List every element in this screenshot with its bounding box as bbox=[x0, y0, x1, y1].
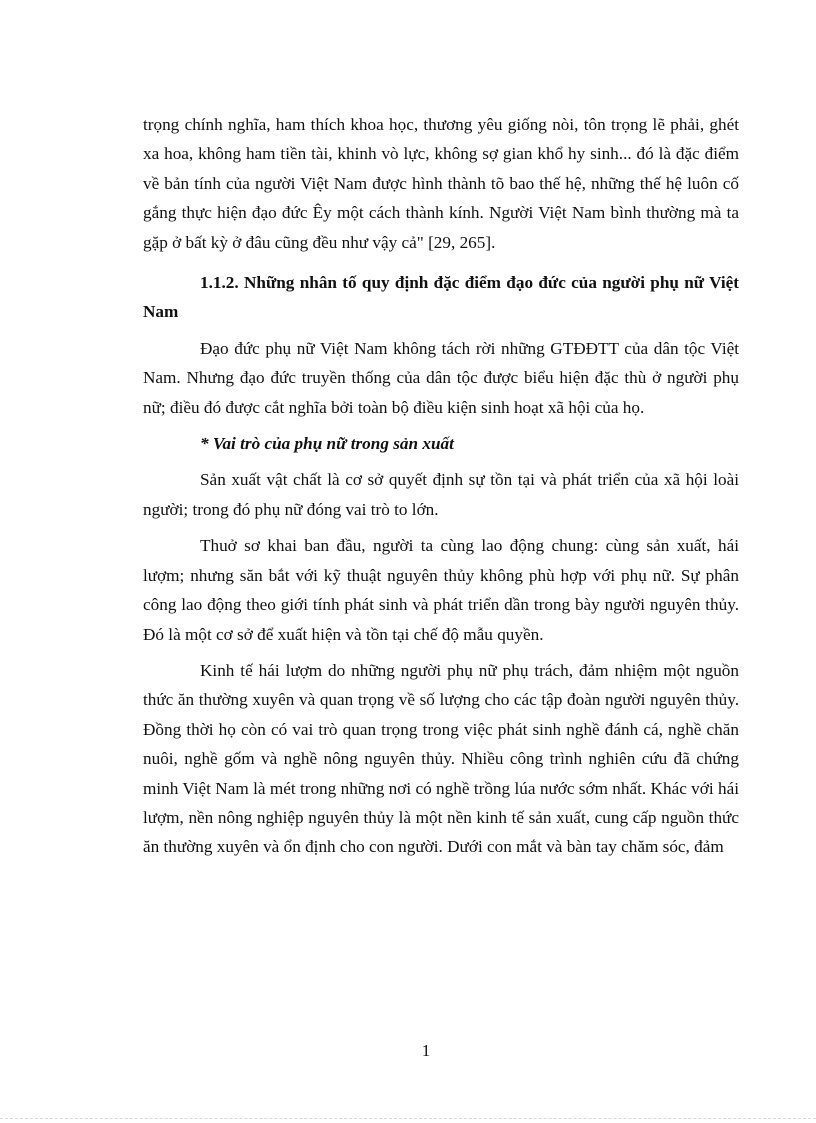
section-heading: 1.1.2. Những nhân tố quy định đặc điểm đạo đức của người phụ nữ Việt Nam bbox=[143, 273, 739, 322]
page-content bbox=[143, 110, 739, 862]
paragraph-material-production: Sản xuất vật chất là cơ sở quyết định sự tồn tại và phát triển của xã hội loài người; trong đó phụ nữ đóng vai trò to lớn. bbox=[143, 470, 739, 519]
subheading-role-in-production: * Vai trò của phụ nữ trong sản xuất bbox=[200, 434, 454, 454]
paragraph-intro: Đạo đức phụ nữ Việt Nam không tách rời những GTĐĐTT của dân tộc Việt Nam. Nhưng đạo đức truyền thống của dân tộc được biểu hiện đặc thù ở người phụ nữ; điều đó được cắt nghĩa bởi toàn bộ điều kiện sinh hoạt xã hội của họ. bbox=[143, 338, 739, 417]
paragraph-continuation: trọng chính nghĩa, ham thích khoa học, thương yêu giống nòi, tôn trọng lẽ phải, ghét xa hoa, không ham tiền tài, khinh vò lực, không sợ gian khổ hy sinh... đó là đặc điểm về bản tính của người Việt Nam được hình thành tõ bao thế hệ, những thế hệ luôn cố gắng thực hiện đạo đức Êy một cách thành kính. Người Việt Nam bình thường mà ta gặp ở bất kỳ ở đâu cũng đều như vậy cả" [29, 265]. bbox=[143, 115, 739, 252]
paragraph-primitive-labour: Thuở sơ khai ban đầu, người ta cùng lao động chung: cùng sản xuất, hái lượm; nhưng săn bắt với kỹ thuật nguyên thủy không phù hợp với phụ nữ. Sự phân công lao động theo giới tính phát sinh và phát triển dần trong bày người nguyên thủy. Đó là một cơ sở để xuất hiện và tồn tại chế độ mẫu quyền. bbox=[143, 536, 739, 644]
paragraph-gathering-economy: Kinh tế hái lượm do những người phụ nữ phụ trách, đảm nhiệm một nguồn thức ăn thường xuyên và quan trọng về số lượng cho các tập đoàn người nguyên thủy. Đồng thời họ còn có vai trò quan trọng trong việc phát sinh nghề đánh cá, nghề chăn nuôi, nghề gốm và nghề nông nguyên thủy. Nhiều công trình nghiên cứu đã chứng minh Việt Nam là mét trong những nơi có nghề trồng lúa nước sớm nhất. Khác với hái lượm, nền nông nghiệp nguyên thủy là một nền kinh tế sản xuất, cung cấp nguồn thức ăn thường xuyên và ổn định cho con người. Dưới con mắt và bàn tay chăm sóc, đảm bbox=[143, 660, 739, 857]
page-number: 1 bbox=[421, 1041, 431, 1060]
page-edge-divider bbox=[0, 1118, 816, 1119]
